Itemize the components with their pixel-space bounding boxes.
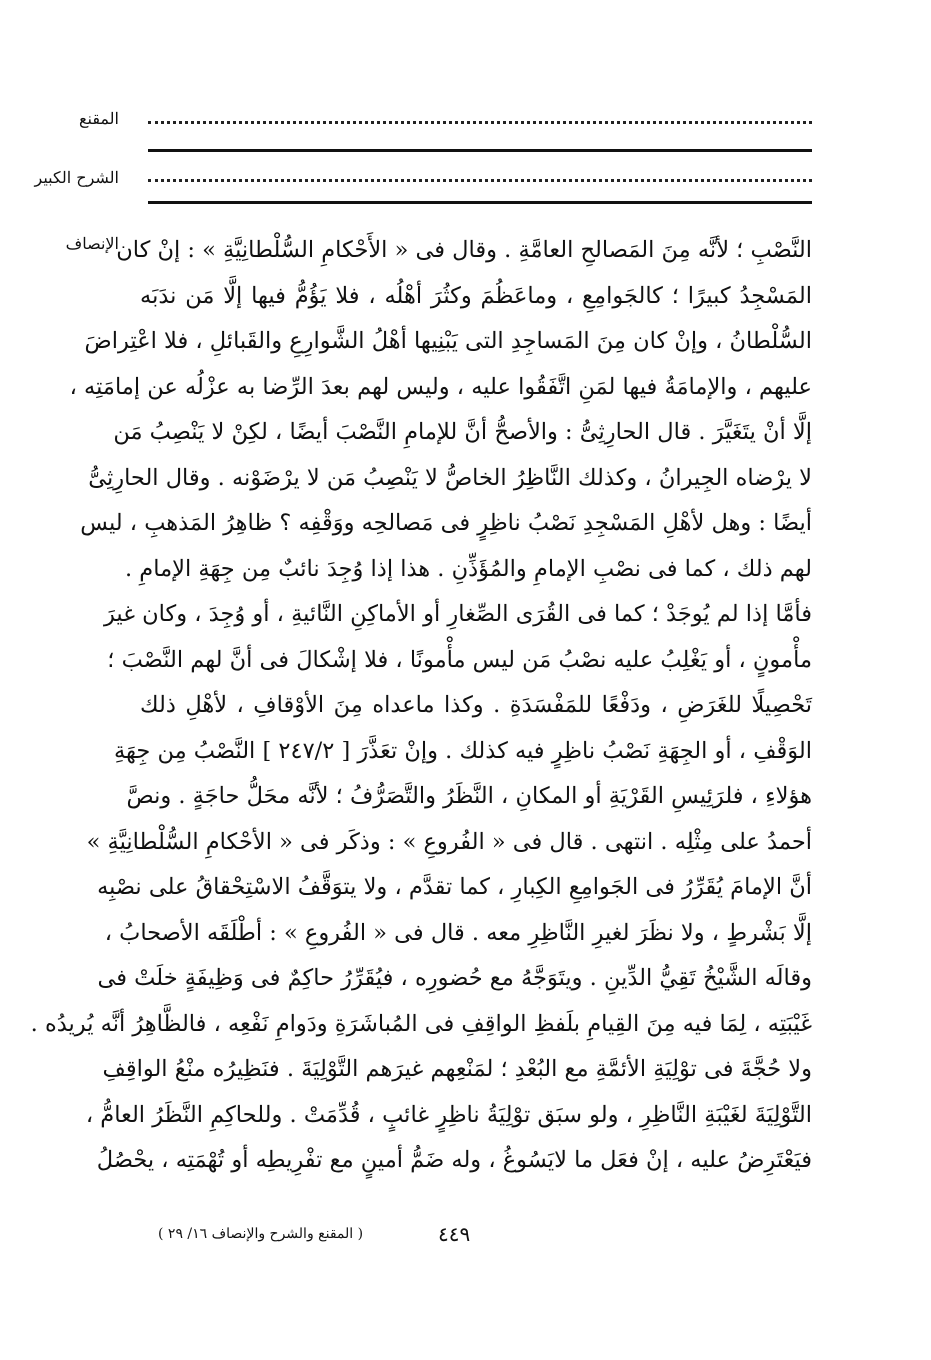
text-line: إلَّا أنْ يتَغَيَّرَ . قال الحارِثِىُّ : والأصحُّ أنَّ للإمامِ النَّصْبَ أيضًا ، لكِنْ لا يَنْصِبُ مَن <box>113 419 812 445</box>
text-line: هؤلاءِ ، فلرَئِيسِ القَرْيَةِ أو المكانِ ، النَّظَرُ والتَّصَرُّفُ ؛ لأنَّه محَلُّ حاجَةٍ . ونصَّ <box>126 783 812 809</box>
text-line: التَّوْلِيَةَ لغَيْبَةِ النَّاظِرِ ، ولو سبَق توْلِيَةُ ناظِرٍ غائبٍ ، قُدِّمَتْ . وللحاكِمِ النَّظَرُ العامُّ ، <box>85 1101 812 1128</box>
text-line: لا يرْضاه الجِيرانُ ، وكذلك النَّاظِرُ الخاصُّ لا يَنْصِبُ مَن لا يرْضَوْنه . وقال الحارِثِىُّ <box>88 464 812 491</box>
muqni-dotted-line <box>148 121 812 124</box>
section-divider-lower <box>148 201 812 204</box>
label-sharh: الشرح الكبير <box>34 168 119 187</box>
text-line: عليهم ، والإمامَةُ فيها لمَنِ اتَّفَقُوا عليه ، وليس لهم بعدَ الرِّضا به عزْلُه عن إمامَتِه ، <box>69 373 812 400</box>
page-number: ٤٤٩ <box>438 1222 471 1246</box>
text-line: إلَّا بَشْرطٍ ، ولا نظَرَ لغيرِ النَّاظِرِ معه . قال فى « الفُروعِ » : أطْلَقَه الأصحابُ ، <box>104 919 812 946</box>
text-line: ولا حُجَّةَ فى توْلِيَةِ الأئمَّةِ مع البُعْدِ ؛ لمَنْعِهم غيرَهم التَّوْلِيَةَ . فنَظِيرُه منْعُ الواقِفِ <box>102 1056 812 1082</box>
text-line: أيضًا : وهل لأهْلِ المَسْجِدِ نَصْبُ ناظِرٍ فى مَصالحِه ووَقْفِه ؟ ظاهِرُ المَذهبِ ، ليس <box>80 510 812 536</box>
text-line: السُّلْطانُ ، وإنْ كان مِنَ المَساجِدِ التى يَبْنِيها أهْلُ الشَّوارِعِ والقَبائلِ ، فلا اعْتِراضَ <box>84 328 812 354</box>
text-line: لهم ذلك ، كما فى نصْبِ الإمامِ والمُؤَذِّنِ . هذا إذا وُجِدَ نائبٌ مِن جِهَةِ الإمامِ . <box>124 555 812 582</box>
label-insaf: الإنصاف <box>65 234 119 253</box>
text-line: فأمَّا إذا لم يُوجَدْ ؛ كما فى القُرَى الصِّغارِ أو الأماكِنِ النَّائيةِ ، أو وُجِدَ ، وكان غيرَ <box>104 601 812 627</box>
sharh-dotted-line <box>148 179 812 182</box>
footer-reference: ( المقنع والشرح والإنصاف ١٦/ ٢٩ ) <box>158 1226 364 1242</box>
label-muqni: المقنع <box>78 109 119 128</box>
text-line: النَّصْبِ ؛ لأنَّه مِنَ المَصالحِ العامَّةِ . وقال فى « الأَحْكامِ السُّلْطانِيَّةِ » : إنْ كان <box>116 237 812 263</box>
text-line: تَحْصِيلًا للغَرَضِ ، ودَفْعًا للمَفْسَدَةِ . وكذا ماعداه مِنَ الأوْقافِ ، لأهْلِ ذلك <box>140 692 812 718</box>
text-line: الوَقْفِ ، أو الجِهَةِ نَصْبُ ناظِرٍ فيه كذلك . وإنْ تعَذَّرَ [ ٢٤٧/٢ ] النَّصْبُ مِن جِهَةِ <box>113 737 812 764</box>
text-line: وقالَه الشَّيْخُ تَقِيُّ الدِّينِ . ويتَوَجَّهُ مع حُضورِه ، فيُقَرِّرُ حاكِمٌ فى وَظِيفَةٍ خلَتْ فى <box>97 965 812 991</box>
text-line: فيَعْتَرِضُ عليه ، إنْ فعَل ما لايَسُوغُ ، وله ضَمُّ أمينٍ مع تفْرِيطِه أو تُهْمَتِه ، يحْصُلُ <box>96 1147 812 1173</box>
section-divider <box>148 149 812 152</box>
text-line: أحمدُ على مِثْلِه . انتهى . قال فى « الفُروعِ » : وذكَر فى « الأحْكامِ السُّلْطانِيَّةِ » <box>86 828 812 855</box>
text-line: غَيْبَتِه ، لِمَا فيه مِنَ القِيامِ بلَفظِ الواقِفِ فى المُباشَرَةِ ودَوامِ نَفْعِه ، فالظَّاهِرُ أنَّه يُريدُه . <box>30 1010 812 1037</box>
text-line: المَسْجِدُ كبيرًا ؛ كالجَوامِعِ ، وماعَظُمَ وكثُرَ أهْلُه ، فلا يَؤُمُّ فيها إلَّا مَن ندَبَه <box>140 282 812 309</box>
text-line: مأْمونٍ ، أو يَغْلِبُ عليه نصْبُ مَن ليس مأْمونًا ، فلا إشْكالَ فى أنَّ لهم النَّصْبَ ؛ <box>107 646 812 673</box>
text-line: أنَّ الإمامَ يُقَرِّرُ فى الجَوامِعِ الكِبارِ ، كما تقدَّم ، ولا يتوَقَّفُ الاسْتِحْقاقُ على نصْبِه <box>97 874 812 900</box>
